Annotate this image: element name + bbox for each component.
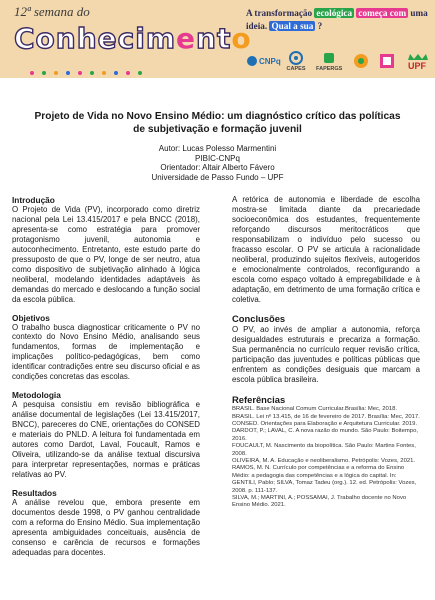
section-heading: Metodologia [12, 390, 61, 401]
right-column [232, 195, 420, 510]
slogan-highlight: ecológica [316, 8, 353, 18]
slogan-highlight: Qual a sua [271, 21, 314, 31]
section-heading: Introdução [12, 195, 55, 205]
section-heading: Objetivos [12, 312, 50, 323]
section-results [12, 488, 200, 558]
section-text: O Projeto de Vida (PV), incorporado como diretriz nacional pela Lei 13.415/2017 e pela BNCC (2018), apresenta-se como estratégia para promover protagonismo juvenil, autonomia e autoconhecimento. Entretanto, este estudo parte do pressuposto de que o PV, longe de ser neutro, atua como dispositivo de subjetivação alinhado à lógica neoliberal, modelando identidades adaptáveis às demandas do mercado e deslocando a função social da escola pública. [12, 205, 200, 304]
event-name-letter-e: e [176, 22, 197, 55]
event-slogan [246, 7, 431, 33]
decorative-dot [78, 71, 82, 75]
decorative-dot [90, 71, 94, 75]
section-heading: Resultados [12, 487, 57, 498]
reference-item: OLIVEIRA, M. A. Educação e neoliberalismo. Petrópolis: Vozes, 2021. [232, 458, 416, 465]
svg-text:CNPq: CNPq [259, 56, 281, 66]
reference-item: CONSED. Orientações para Elaboração e Arquitetura Curricular. 2019. [232, 421, 417, 428]
svg-text:UPF: UPF [407, 60, 426, 71]
cnpq-logo [246, 55, 281, 68]
decorative-dot [114, 71, 118, 75]
reference-item: RAMOS, M. N. Currículo por competências e a reforma do Ensino Médio: a pedagogia das competências e a lógica do capital. In: GENTILI, Pablo; SILVA, Tomaz Tadeu (org.). 12. ed. Petrópolis: Vozes, 2008. p. 111-137. [232, 465, 417, 494]
capes-logo [287, 51, 306, 72]
section-conclusions [232, 314, 420, 385]
author-name: Autor: Lucas Polesso Marmentini [158, 144, 277, 153]
fapergs-logo [316, 51, 342, 72]
reference-item: BRASIL. Base Nacional Comum Curricular.Brasília: Mec, 2018. [232, 406, 398, 413]
reference-list [232, 406, 420, 510]
decorative-dot [30, 71, 34, 75]
section-text: A pesquisa consistiu em revisão bibliográfica e análise documental de legislações (Lei 13.415/2017, BNCC), pareceres do CNE, orientações do CONSED e materiais do PNLD. A leitura foi fundamentada em autores como Dardot, Laval, Foucault, Ramos e Oliveira, utilizando-se da análise textual discursiva para interpretar representações, normas e práticas relativas ao PV. [12, 400, 200, 479]
section-text: O PV, ao invés de ampliar a autonomia, reforça desigualdades estruturais e precariza a formação. Sua permanência no currículo requer revisão crítica, participação das juventudes e políticas públicas que enfrentem as condições desiguais que marcam a escola pública brasileira. [232, 325, 420, 385]
event-name-part2: nt [196, 22, 232, 55]
section-heading: Referências [232, 394, 286, 406]
section-methodology [12, 390, 200, 480]
paper-title: Projeto de Vida no Novo Ensino Médio: um diagnóstico crítico das políticas de subjetivação e formação juvenil [34, 111, 401, 135]
event-edition: 12ª semana do [14, 4, 90, 19]
decorative-dot [66, 71, 70, 75]
event-banner [0, 0, 435, 78]
decorative-dot [54, 71, 58, 75]
reference-item: SILVA, M.; MARTINI, A.; POSSAMAI, J. Trabalho docente no Novo Ensino Médio. 2021. [232, 495, 407, 509]
section-text: A retórica de autonomia e liberdade de escolha mostra-se limitada diante da precariedade socioeconômica dos estudantes, frequentemente reforçando discursos meritocráticos que responsabilizam o indivíduo pelo sucesso ou fracasso escolar. O PV se articula à racionalidade neoliberal, produzindo sujeitos flexíveis, autogeridos e emocionalmente controlados, reconfigurando a escola como espaço voltado à empregabilidade e à adaptação, em detrimento de uma formação crítica e coletiva. [232, 195, 420, 304]
funding-program: PIBIC-CNPq [195, 153, 240, 163]
sponsor-logo-5 [379, 53, 395, 70]
section-references [232, 395, 420, 510]
advisor-name: Orientador: Altair Alberto Fávero [160, 163, 275, 173]
slogan-text: A transformação [246, 8, 315, 18]
decorative-dot [138, 71, 142, 75]
event-name-letter-o: o [231, 22, 252, 55]
event-name-part1: Conhecim [14, 22, 177, 55]
decorative-dot [42, 71, 46, 75]
section-objectives [12, 313, 200, 383]
sponsor-logos [246, 50, 432, 72]
left-column [12, 195, 200, 566]
sponsor-logo-4 [353, 53, 369, 70]
author-block [30, 144, 405, 182]
section-text: O trabalho busca diagnosticar criticamente o PV no contexto do Novo Ensino Médio, analisando seus fundamentos, formas de implementação e implicações político-pedagógicas, bem como identificar contradições entre seu discurso oficial e as condições concretas das escolas. [12, 322, 200, 382]
reference-item: FOUCAULT, M. Nascimento da biopolítica. São Paulo: Martins Fontes, 2008. [232, 443, 416, 457]
slogan-text: ? [315, 21, 323, 31]
fapergs-logo-label: FAPERGS [316, 65, 343, 72]
decorative-dot [102, 71, 106, 75]
event-name [14, 22, 252, 55]
institution-name: Universidade de Passo Fundo – UPF [151, 172, 284, 182]
section-heading: Conclusões [232, 313, 286, 325]
reference-item: BRASIL. Lei nº 13.415, de 16 de fevereiro de 2017. Brasília: Mec, 2017. [232, 413, 420, 420]
section-introduction [12, 195, 200, 305]
slogan-text: uma ideia. [246, 8, 428, 31]
decorative-dots [30, 62, 160, 72]
upf-logo [406, 52, 432, 71]
section-text: A análise revelou que, embora presente em documentos desde 1998, o PV ganhou centralidade com a reforma do Ensino Médio. Sua implementação apresenta ambiguidades conceituais, ausência de consenso e carência de recursos e formações adequadas para docentes. [12, 497, 200, 557]
section-results-continued [232, 195, 420, 304]
capes-logo-label: CAPES [286, 65, 306, 72]
slogan-highlight: começa com [358, 8, 407, 18]
decorative-dot [126, 71, 130, 75]
reference-item: DARDOT, P.; LAVAL, C. A nova razão do mundo. São Paulo: Boitempo, 2016. [232, 428, 418, 442]
